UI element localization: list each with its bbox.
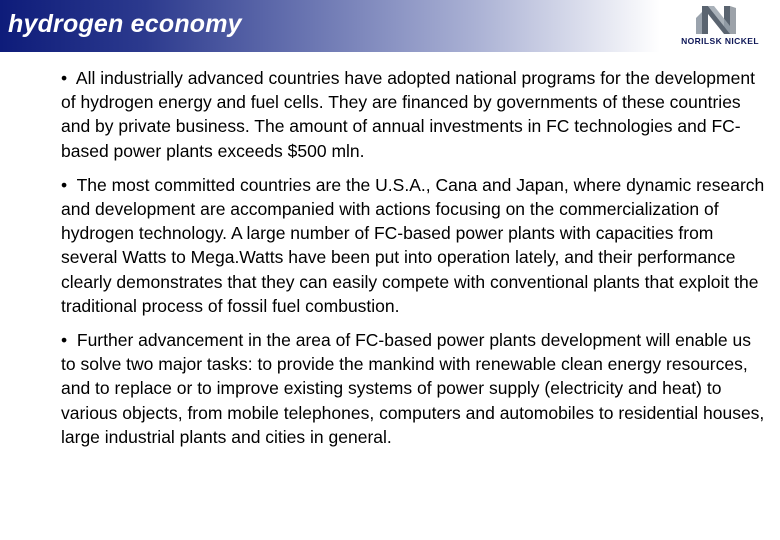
bullet-icon: •: [61, 174, 68, 195]
logo-text: NORILSK NICKEL: [681, 36, 759, 46]
company-logo: [664, 2, 776, 50]
bullet-paragraph: [61, 328, 767, 449]
bullet-icon: •: [61, 68, 68, 88]
paragraph-text: All industrially advanced countries have adopted national programs for the development of hydrogen energy and fuel cells. They are financed by governments of these countries and by private business. The amount of annual investments in FC technologies and FC-based power plants exceeds $500 mln.: [61, 68, 755, 161]
norilsk-nickel-logo-icon: [694, 2, 742, 36]
paragraph-text: Further advancement in the area of FC-based power plants development will enable us to solve two major tasks: to provide the mankind with renewable clean energy resources, and to replace or to improve existing systems of power supply (electricity and heat) to various objects, from mobile telephones, computers and automobiles to residential houses, large industrial plants and cities in general.: [61, 330, 765, 447]
paragraph-text: The most committed countries are the U.S.A., Cana and Japan, where dynamic research and development are accompanied with actions focusing on the commercialization of hydrogen technology. A large number of FC-based power plants with capacities from several Watts to Mega.Watts have been put into operation lately, and their performance clearly demonstrates that they can easily compete with conventional plants that exploit the traditional process of fossil fuel combustion.: [61, 174, 765, 316]
body-content: [61, 66, 767, 459]
bullet-paragraph: [61, 66, 767, 163]
title-bar: [0, 0, 660, 52]
slide-title: hydrogen economy: [8, 10, 242, 38]
bullet-icon: •: [61, 330, 68, 351]
bullet-paragraph: [61, 173, 767, 318]
